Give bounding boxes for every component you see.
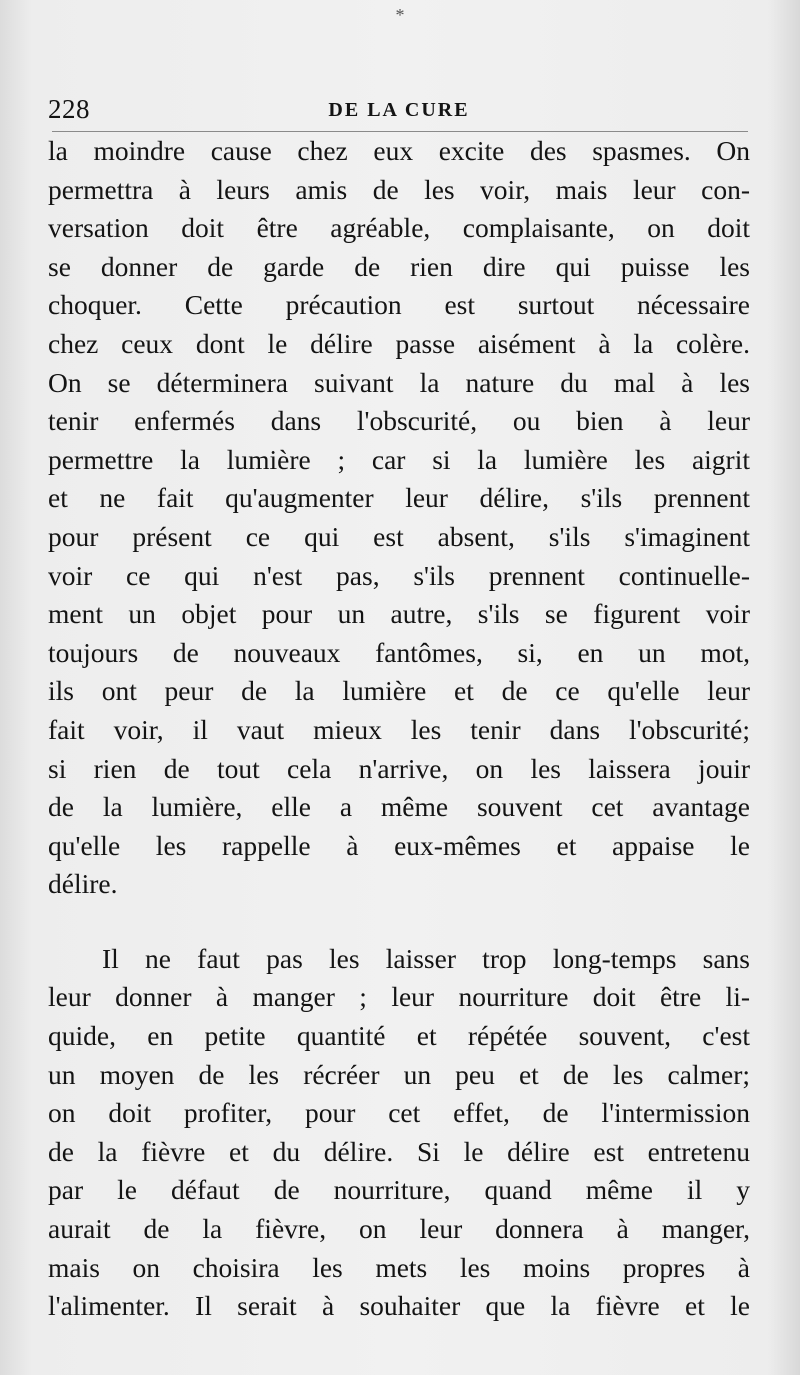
text-line: choquer. Cette précaution est surtout nécessaire (48, 289, 750, 321)
text-line: qu'elle les rappelle à eux-mêmes et appaise le (48, 829, 750, 861)
paragraph-gap (48, 904, 750, 940)
text-line: la moindre cause chez eux excite des spasmes. On (48, 135, 750, 166)
text-line: leur donner à manger ; leur nourriture doit être li- (48, 981, 750, 1013)
text-line: permettra à leurs amis de les voir, mais leur con- (48, 173, 750, 205)
text-line: par le défaut de nourriture, quand même il y (48, 1174, 750, 1206)
text-line: toujours de nouveaux fantômes, si, en un mot, (48, 636, 750, 668)
printer-mark: * (395, 5, 405, 25)
text-line: aurait de la fièvre, on leur donnera à manger, (48, 1213, 750, 1245)
text-line: tenir enfermés dans l'obscurité, ou bien à leur (48, 405, 750, 437)
text-line: de la fièvre et du délire. Si le délire est entretenu (48, 1135, 750, 1167)
text-line: ment un objet pour un autre, s'ils se figurent voir (48, 598, 750, 630)
text-line: et ne fait qu'augmenter leur délire, s'ils prennent (48, 482, 750, 514)
text-line: quide, en petite quantité et répétée souvent, c'est (48, 1020, 750, 1052)
text-line: l'alimenter. Il serait à souhaiter que la fièvre et le (48, 1290, 750, 1322)
text-line: délire. (48, 868, 118, 900)
text-line: ils ont peur de la lumière et de ce qu'elle leur (48, 675, 750, 707)
text-line: chez ceux dont le délire passe aisément à la colère. (48, 327, 750, 359)
text-line: permettre la lumière ; car si la lumière les aigrit (48, 443, 750, 475)
paragraph-1 (48, 132, 750, 904)
text-line: mais on choisira les mets les moins propres à (48, 1251, 750, 1283)
text-line: pour présent ce qui est absent, s'ils s'imaginent (48, 520, 750, 552)
text-line: versation doit être agréable, complaisante, on doit (48, 212, 750, 244)
text-line: un moyen de les récréer un peu et de les calmer; (48, 1058, 750, 1090)
paragraph-2 (48, 940, 750, 1326)
text-line: se donner de garde de rien dire qui puisse les (48, 250, 750, 282)
body-text (48, 132, 750, 1326)
text-line: voir ce qui n'est pas, s'ils prennent continuelle- (48, 559, 750, 591)
text-line: Il ne faut pas les laisser trop long-temps sans (102, 942, 750, 974)
text-line: On se déterminera suivant la nature du mal à les (48, 366, 750, 398)
page-header (48, 90, 750, 130)
page-number: 228 (48, 94, 90, 124)
text-line: si rien de tout cela n'arrive, on les laissera jouir (48, 752, 750, 784)
text-line: on doit profiter, pour cet effet, de l'intermission (48, 1097, 750, 1129)
text-line: de la lumière, elle a même souvent cet avantage (48, 791, 750, 823)
running-head: DE LA CURE (328, 99, 470, 121)
text-line: fait voir, il vaut mieux les tenir dans l'obscurité; (48, 713, 750, 745)
